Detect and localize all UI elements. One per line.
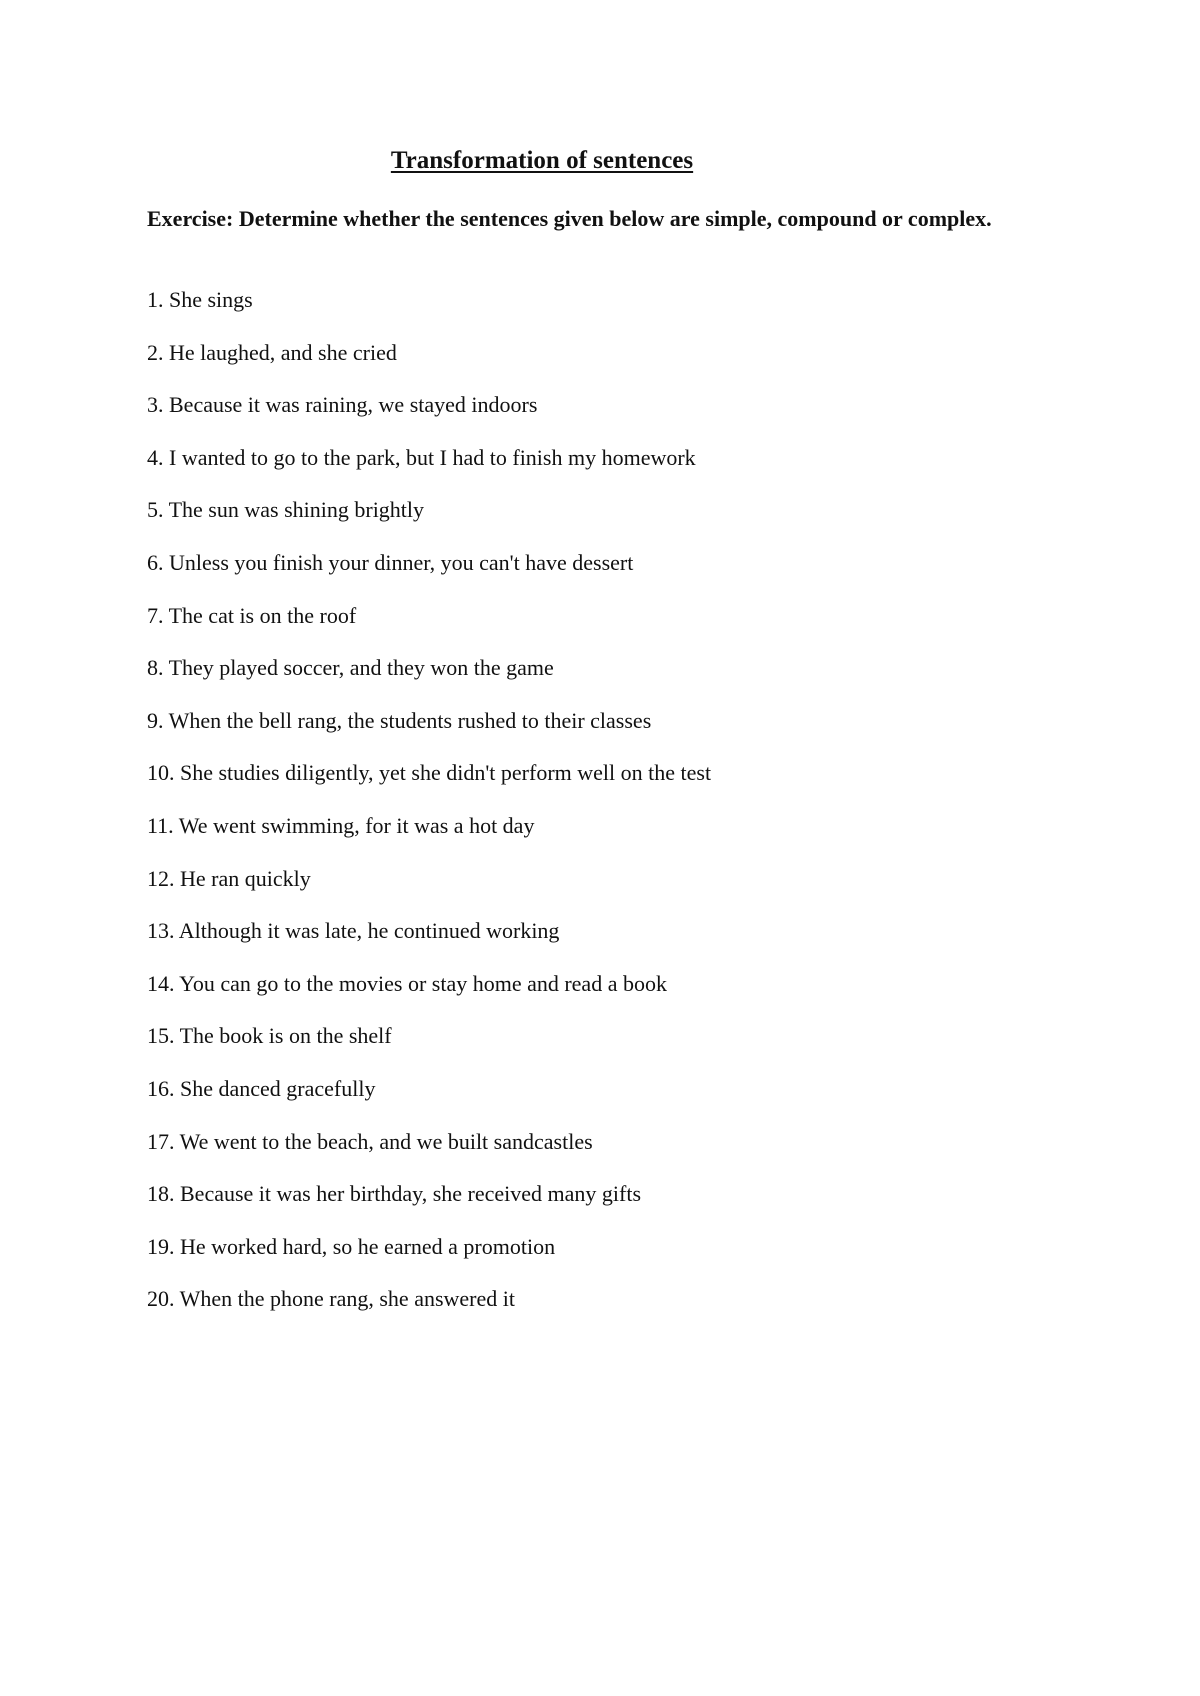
- list-item: 1. She sings: [147, 287, 253, 312]
- list-item: 19. He worked hard, so he earned a promotion: [147, 1233, 556, 1259]
- list-item: 8. They played soccer, and they won the game: [147, 655, 554, 681]
- list-item: 5. The sun was shining brightly: [147, 497, 425, 523]
- sentence-list: [147, 287, 1047, 1339]
- list-item: 10. She studies diligently, yet she didn't perform well on the test: [147, 760, 712, 786]
- document-title: Transformation of sentences: [390, 147, 694, 174]
- list-item: 13. Although it was late, he continued working: [147, 918, 560, 944]
- list-item: 12. He ran quickly: [147, 865, 311, 891]
- list-item: 2. He laughed, and she cried: [147, 339, 397, 365]
- list-item: 15. The book is on the shelf: [147, 1023, 392, 1049]
- list-item: 14. You can go to the movies or stay home and read a book: [147, 970, 667, 996]
- list-item: 17. We went to the beach, and we built sandcastles: [147, 1128, 593, 1154]
- list-item: 11. We went swimming, for it was a hot day: [147, 812, 535, 838]
- list-item: 6. Unless you finish your dinner, you can't have dessert: [147, 549, 634, 575]
- exercise-instruction: Exercise: Determine whether the sentences given below are simple, compound or complex.: [147, 206, 992, 231]
- list-item: 18. Because it was her birthday, she received many gifts: [147, 1181, 642, 1207]
- list-item: 20. When the phone rang, she answered it: [147, 1286, 515, 1312]
- list-item: 9. When the bell rang, the students rushed to their classes: [147, 707, 652, 733]
- list-item: 16. She danced gracefully: [147, 1075, 376, 1101]
- list-item: 4. I wanted to go to the park, but I had to finish my homework: [147, 444, 696, 470]
- list-item: 7. The cat is on the roof: [147, 602, 357, 628]
- list-item: 3. Because it was raining, we stayed indoors: [147, 392, 538, 418]
